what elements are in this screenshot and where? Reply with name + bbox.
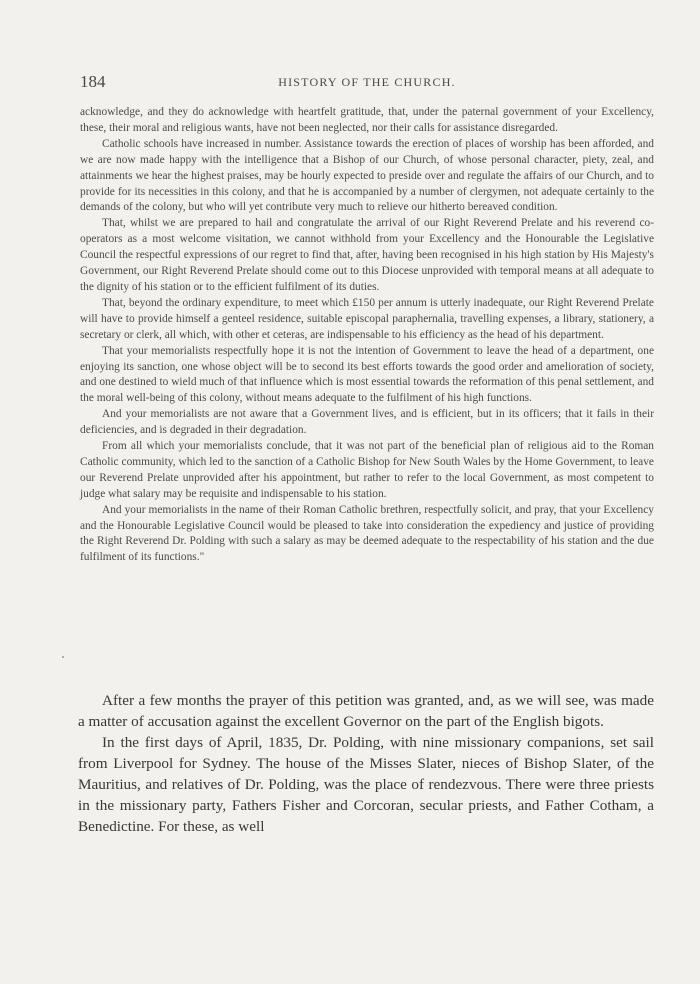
body-paragraph: After a few months the prayer of this petition was granted, and, as we will see, was made a matter of accusation against the excellent Governor on the part of the English bigots. [78, 692, 654, 730]
quote-paragraph: That your memorialists respectfully hope it is not the intention of Government to leave the head of a department, one enjoying its sanction, one whose object will be to second its best efforts towards the good order and amelioration of society, and one destined to wield much of that influence which is most essential towards the reformation of this penal settlement, and the moral well-being of this colony, without means adequate to the fulfilment of his high functions. [80, 344, 654, 405]
print-speck [62, 656, 64, 658]
quote-paragraph: acknowledge, and they do acknowledge with heartfelt gratitude, that, under the paternal government of your Excellency, these, their moral and religious wants, have not been neglected, nor their calls for assistance disregarded. [80, 106, 654, 134]
quote-paragraph: That, beyond the ordinary expenditure, to meet which £150 per annum is utterly inadequate, our Right Reverend Prelate will have to provide himself a genteel residence, suitable episcopal paraphernalia, travelling expenses, a library, stationery, a secretary or clerk, all which, with other et ceteras, are indispensable to his efficiency as the head of his department. [80, 296, 654, 341]
quote-paragraph: From all which your memorialists conclude, that it was not part of the beneficial plan of religious aid to the Roman Catholic community, which led to the sanction of a Catholic Bishop for New South Wales by the Home Government, to leave our Reverend Prelate unprovided after his appointment, but rather to refer to the local Government, as most competent to judge what salary may be requisite and indispensable to his station. [80, 440, 654, 500]
quote-paragraph: And your memorialists in the name of their Roman Catholic brethren, respectfully solicit, and pray, that your Excellency and the Honourable Legislative Council would be pleased to take into consideration the expediency and justice of providing the Right Reverend Dr. Polding with such a salary as may be deemed adequate to the respectability of his station and the due fulfilment of its functions." [80, 503, 654, 564]
page-header [80, 72, 654, 92]
page-number: 184 [80, 72, 106, 91]
running-head: HISTORY OF THE CHURCH. [278, 75, 456, 89]
quote-paragraph: Catholic schools have increased in number. Assistance towards the erection of places of worship has been afforded, and we are now made happy with the intelligence that a Bishop of our Church, of whose personal character, piety, zeal, and attainments we hear the highest praises, may be hourly expected to preside over and regulate the affairs of our Church, and to provide for its necessities in this colony, and that he is accompanied by a number of clergymen, not adequate certainly to the demands of the colony, but who will yet contribute very much to relieve our hitherto bereaved condition. [80, 137, 654, 214]
petition-quote [80, 105, 654, 566]
quote-paragraph: That, whilst we are prepared to hail and congratulate the arrival of our Right Reverend Prelate and his reverend co-operators as a most welcome visitation, we cannot withhold from your Excellency and the Honourable the Legislative Council the respectful expressions of our regret to find that, after, having been recognised in his high station by His Majesty's Government, our Right Reverend Prelate should come out to this Diocese unprovided with temporal means at all adequate to the dignity of his station or to the efficient fulfilment of its duties. [80, 217, 654, 293]
quote-paragraph: And your memorialists are not aware that a Government lives, and is efficient, but in its officers; that it fails in their deficiencies, and is degraded in their degradation. [80, 408, 654, 437]
body-paragraph: In the first days of April, 1835, Dr. Polding, with nine missionary companions, set sail from Liverpool for Sydney. The house of the Misses Slater, nieces of Bishop Slater, of the Mauritius, and relatives of Dr. Polding, was the place of rendezvous. There were three priests in the missionary party, Fathers Fisher and Corcoran, secular priests, and Father Cotham, a Benedictine. For these, as well [78, 734, 654, 835]
body-text [78, 690, 654, 837]
